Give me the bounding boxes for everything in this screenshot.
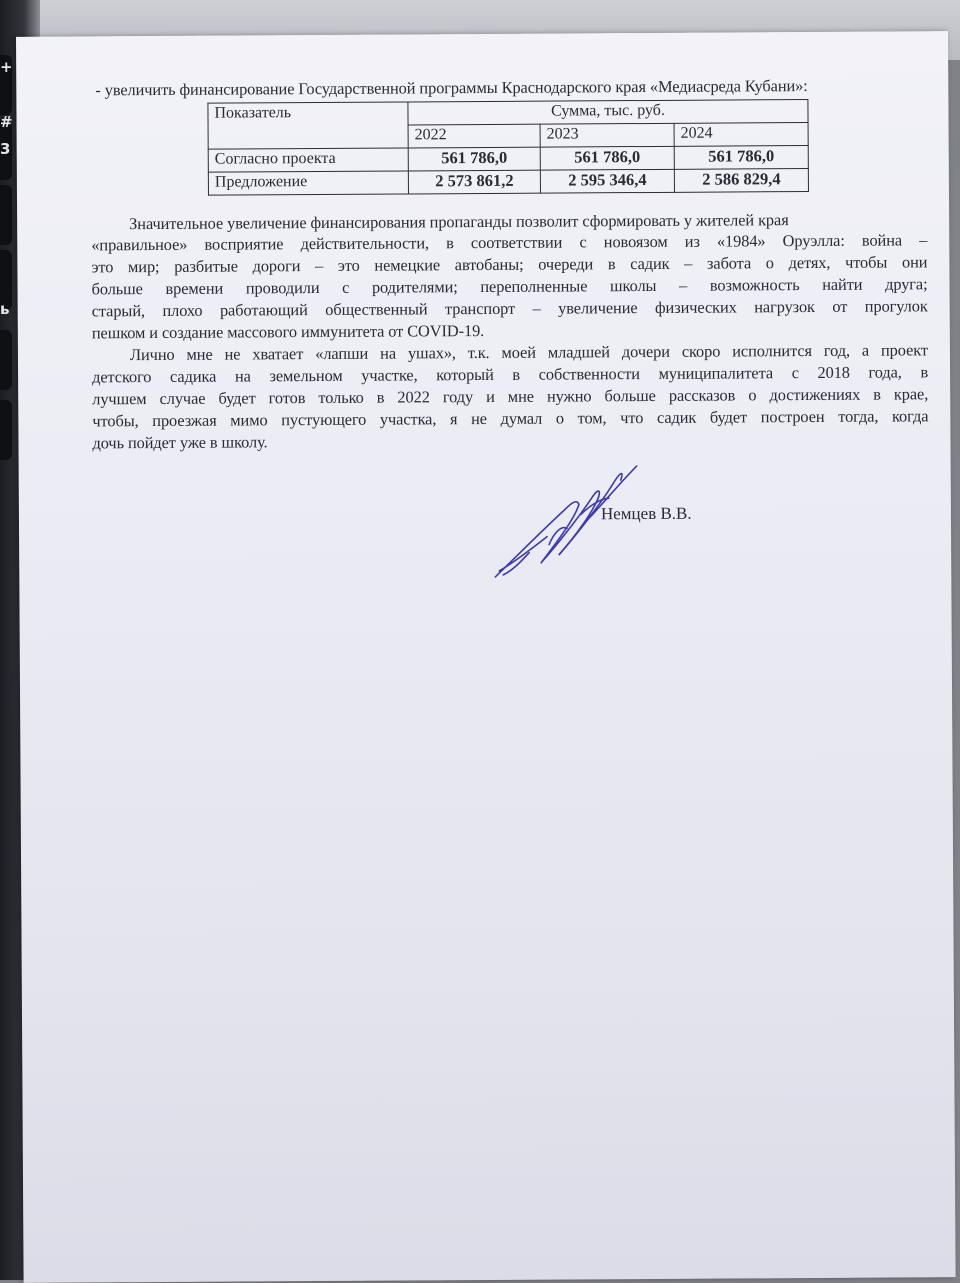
intro-bullet: - увеличить финансирование Государственной программы Краснодарского края «Медиасреда Кубани»: [95, 76, 808, 100]
header-sum: Сумма, тыс. руб. [408, 100, 808, 125]
value-cell: 2 595 346,4 [540, 169, 674, 193]
keyboard-key [0, 330, 12, 390]
paragraph1-line: Значительное увеличение финансирования пропаганды позволит сформировать у жителей края [129, 210, 789, 234]
value-cell: 561 786,0 [674, 146, 808, 170]
paragraph2-line: дочь пойдет уже в школу. [92, 432, 268, 453]
paragraph2-line: Лично мне не хватает «лапши на ушах», т.к. моей младшей дочери скоро исполнится год, а проект [129, 340, 928, 365]
paragraph1-line: пешком и создание массового иммунитета от COVID-19. [91, 320, 485, 343]
paragraph1-line: старый, плохо работающий общественный транспорт – увеличение физических нагрузок от прогулок [91, 296, 928, 321]
key-glyph: ь [0, 300, 10, 318]
paragraph2-line: чтобы, проезжая мимо пустующего участка, я не думал о том, что садик будет построен тогда, когда [92, 406, 929, 431]
table-row [208, 169, 808, 196]
paragraph2-line: детского садика на земельном участке, который в собственности муниципалитета с 2018 года, в [92, 362, 929, 387]
key-glyph: + [0, 58, 13, 76]
funding-table [207, 99, 809, 196]
header-indicator: Показатель [208, 102, 408, 149]
document-page [16, 31, 956, 1283]
year-cell: 2023 [540, 123, 674, 147]
year-cell: 2024 [674, 123, 808, 147]
key-glyph: # [0, 113, 13, 131]
paragraph1-line: «правильное» восприятие действительности, в соответствии с новоязом из «1984» Оруэлла: война – [91, 230, 928, 255]
year-cell: 2022 [408, 124, 540, 148]
keyboard-key [0, 400, 12, 460]
value-cell: 561 786,0 [408, 147, 540, 171]
paragraph2-line: лучшем случае будет готов только в 2022 году и мне нужно больше рассказов о достижениях в крае, [92, 384, 929, 409]
value-cell: 2 586 829,4 [674, 169, 808, 193]
value-cell: 561 786,0 [540, 146, 674, 170]
key-glyph: 3 [0, 140, 11, 158]
value-cell: 2 573 861,2 [408, 170, 540, 194]
row-label: Предложение [208, 171, 408, 195]
row-label: Согласно проекта [208, 148, 408, 172]
paragraph1-line: больше времени проводили с родителями; переполненные школы – возможность найти друга; [91, 274, 928, 299]
signature-name: Немцев В.В. [600, 503, 692, 524]
keyboard-key [0, 185, 12, 245]
paragraph1-line: это мир; разбитые дороги – это немецкие автобаны; очереди в садик – забота о детях, чтобы они [91, 252, 928, 277]
